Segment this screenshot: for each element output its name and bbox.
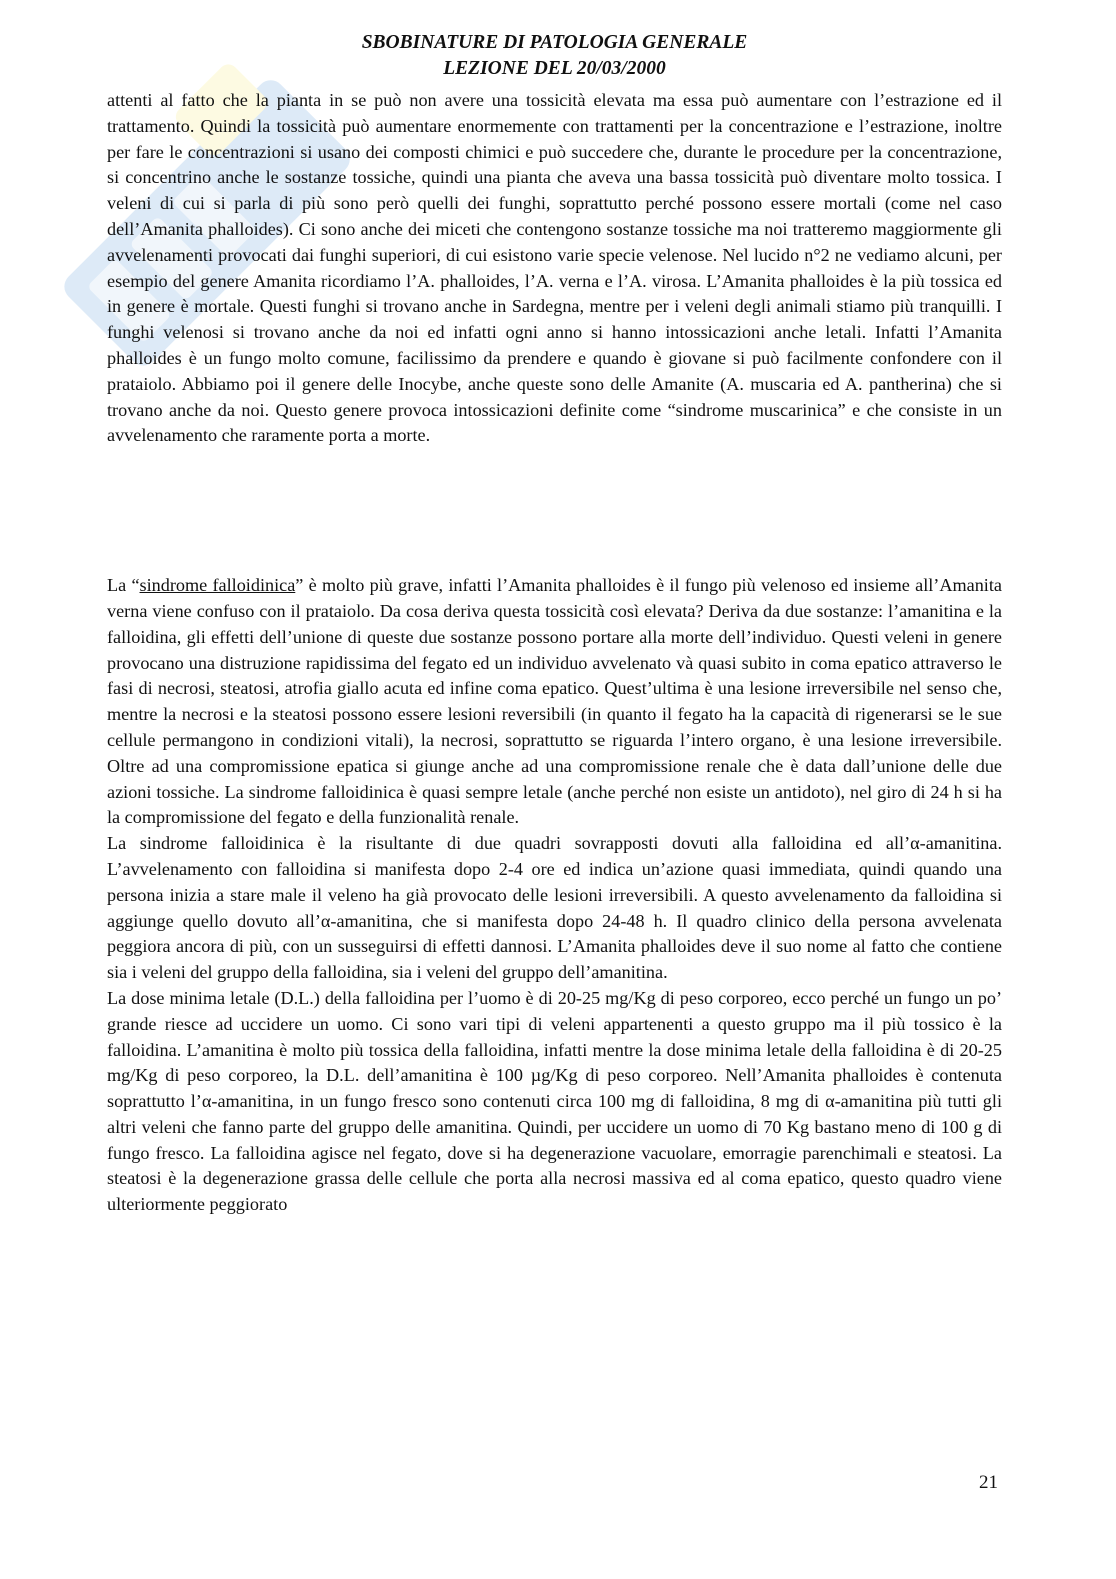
paragraph-1: attenti al fatto che la pianta in se può non avere una tossicità elevata ma essa può aumentare con l’estrazione ed il trattamento. Quindi la tossicità può aumentare enormemente con trattamenti per la concentrazione e l’estrazione, inoltre per fare le concentrazioni si usano dei composti chimici e può succedere che, durante le procedure per la concentrazione, si concentrino anche le sostanze tossiche, quindi una pianta che aveva una bassa tossicità può diventare molto tossica. I veleni di cui si parla di più sono però quelli dei funghi, soprattutto perché possono essere mortali (come nel caso dell’Amanita phalloides). Ci sono anche dei miceti che contengono sostanze tossiche ma noi tratteremo maggiormente gli avvelenamenti provocati dai funghi superiori, di cui esistono varie specie velenose. Nel lucido n°2 ne vediamo alcuni, per esempio del genere Amanita ricordiamo l’A. phalloides, l’A. verna e l’A. virosa. L’Amanita phalloides è la più tossica ed in genere è mortale. Questi funghi si trovano anche in Sardegna, mentre per i veleni degli animali stiamo più tranquilli. I funghi velenosi si trovano anche da noi ed infatti ogni anno si hanno intossicazioni anche letali. Infatti l’Amanita phalloides è un fungo molto comune, facilissimo da prendere e quando è giovane si può facilmente confondere con il prataiolo. Abbiamo poi il genere delle Inocybe, anche queste sono delle Amanite (A. muscaria ed A. pantherina) che si trovano anche da noi. Questo genere provoca intossicazioni definite come “sindrome muscarinica” e che consiste in un avvelenamento che raramente porta a morte.: [107, 90, 1002, 446]
document-page: [107, 30, 1002, 1218]
paragraph-2-lead: La “: [107, 575, 140, 596]
paragraph-4: La dose minima letale (D.L.) della falloidina per l’uomo è di 20-25 mg/Kg di peso corporeo, ecco perché un fungo un po’ grande riesce ad uccidere un uomo. Ci sono vari tipi di veleni appartenenti a questo gruppo ma il più tossico è la falloidina. L’amanitina è molto più tossica della falloidina, infatti mentre la dose minima letale della falloidina è di 20-25 mg/Kg di peso corporeo, la D.L. dell’amanitina è 100 µg/Kg di peso corporeo. Nell’Amanita phalloides è contenuta soprattutto l’α-amanitina, in un fungo fresco sono contenuti circa 100 mg di falloidina, 8 mg di α-amanitina più tutti gli altri veleni che fanno parte del gruppo delle amanitina. Quindi, per uccidere un uomo di 70 Kg bastano meno di 100 g di fungo fresco. La falloidina agisce nel fegato, dove si ha degenerazione vacuolare, emorragie parenchimali e steatosi. La steatosi è la degenerazione grassa delle cellule che porta alla necrosi massiva ed al coma epatico, questo quadro viene ulteriormente peggiorato: [107, 987, 1002, 1215]
page-number: 21: [979, 1472, 998, 1493]
paragraph-3: La sindrome falloidinica è la risultante di due quadri sovrapposti dovuti alla falloidina ed all’α-amanitina. L’avvelenamento con falloidina si manifesta dopo 2-4 ore ed indica un’azione quasi immediata, quindi quando una persona inizia a stare male il veleno ha già provocato delle lesioni irreversibili. A questo avvelenamento da falloidina si aggiunge quello dovuto all’α-amanitina, che si manifesta dopo 24-48 h. Il quadro clinico della persona avvelenata peggiora ancora di più, con un susseguirsi di effetti dannosi. L’Amanita phalloides deve il suo nome al fatto che contiene sia i veleni del gruppo della falloidina, sia i veleni del gruppo dell’amanitina.: [107, 833, 1002, 983]
header-lecture-date: LEZIONE DEL 20/03/2000: [443, 58, 666, 79]
paragraph-gap: [107, 449, 1002, 573]
paragraph-2: [107, 573, 1002, 831]
header-course-title: SBOBINATURE DI PATOLOGIA GENERALE: [361, 32, 748, 53]
document-header: [107, 30, 1002, 82]
paragraph-2-text: ” è molto più grave, infatti l’Amanita phalloides è il fungo più velenoso ed insieme all’Amanita verna viene confuso con il prataiolo. Da cosa deriva questa tossicità così elevata? Deriva da due sostanze: l’amanitina e la falloidina, gli effetti dell’unione di queste due sostanze possono portare alla morte dell’individuo. Questi veleni in genere provocano una distruzione rapidissima del fegato ed un individuo avvelenato và quasi subito in coma epatico attraverso le fasi di necrosi, steatosi, atrofia giallo acuta ed infine coma epatico. Quest’ultima è una lesione irreversibile nel senso che, mentre la necrosi e la steatosi possono essere lesioni reversibili (in quanto il fegato ha la capacità di rigenerarsi se le sue cellule permangono in condizioni vitali), la necrosi, soprattutto se riguarda l’intero organo, è una lesione irreversibile. Oltre ad una compromissione epatica si giunge anche ad una compromissione renale che è data dall’unione delle due azioni tossiche. La sindrome falloidinica è quasi sempre letale (anche perché non esiste un antidoto), nel giro di 24 h si ha la compromissione del fegato e della funzionalità renale.: [107, 575, 1002, 828]
underlined-term: sindrome falloidinica: [139, 575, 296, 596]
